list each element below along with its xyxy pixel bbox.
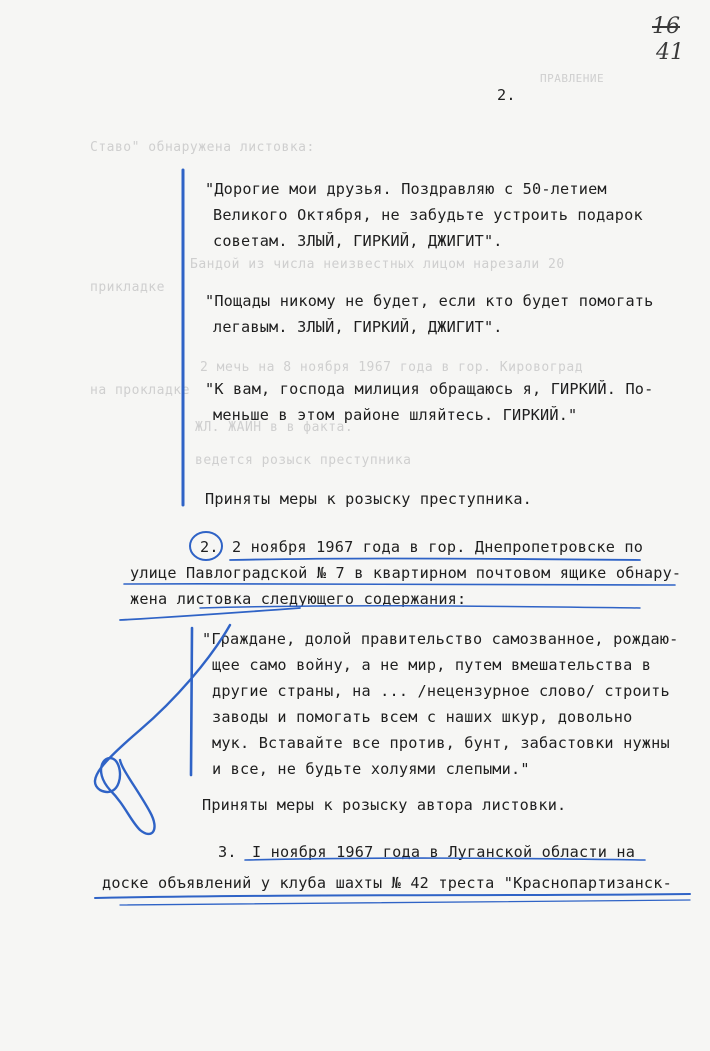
bleed-through-line: на прокладке — [90, 383, 190, 398]
archive-number-top: 16 — [652, 14, 680, 39]
measures-line: Приняты меры к розыску автора листовки. — [202, 796, 567, 814]
archive-number-bottom: 41 — [656, 40, 684, 65]
underline — [245, 858, 645, 860]
quote2-line: "Пощады никому не будет, если кто будет помогать — [205, 292, 654, 310]
leaflet-quote-line: мук. Вставайте все против, бунт, забастовки нужны — [212, 734, 670, 752]
underline — [124, 584, 675, 585]
item2-line: 2 ноября 1967 года в гор. Днепропетровске по — [232, 538, 644, 556]
item-number: 2. — [200, 538, 219, 556]
bleed-through-line: прикладке — [90, 280, 165, 295]
leaflet-quote-line: другие страны, на ... /нецензурное слово/ строить — [212, 682, 670, 700]
leaflet-quote-line: и все, не будьте холуями слепыми." — [212, 760, 530, 778]
underline — [230, 559, 640, 561]
quote2-line: легавым. ЗЛЫЙ, ГИРКИЙ, ДЖИГИТ". — [213, 318, 503, 336]
item2-line: жена листовка следующего содержания: — [130, 590, 467, 608]
quote1-line: советам. ЗЛЫЙ, ГИРКИЙ, ДЖИГИТ". — [213, 232, 503, 250]
checkmark-signature — [95, 625, 230, 834]
circle-mark — [190, 532, 222, 560]
bleed-through-line: ПРАВЛЕНИЕ — [540, 72, 605, 85]
measures-line: Приняты меры к розыску преступника. — [205, 490, 533, 508]
underline — [120, 608, 300, 620]
quote3-line: меньше в этом районе шляйтесь. ГИРКИЙ." — [213, 406, 578, 424]
bleed-through-line: 2 мечь на 8 ноября 1967 года в гор. Кировоград — [200, 360, 584, 375]
bleed-through-line: ЖЛ. ЖАЙН в в факта. — [195, 420, 354, 435]
item3-line: доске объявлений у клуба шахты № 42 треста "Краснопартизанск- — [102, 874, 672, 892]
bleed-through-line: Ставо" обнаружена листовка: — [90, 140, 315, 155]
leaflet-quote-line: "Граждане, долой правительство самозванное, рождаю- — [202, 630, 679, 648]
margin-bar-leaflet — [191, 628, 192, 775]
item3-line: I ноября 1967 года в Луганской области на — [252, 843, 636, 861]
page-number: 2. — [497, 86, 516, 104]
item2-line: улице Павлоградской № 7 в квартирном почтовом ящике обнару- — [130, 564, 682, 582]
leaflet-quote-line: щее само войну, а не мир, путем вмешательства в — [212, 656, 652, 674]
underline — [200, 606, 640, 608]
item-number: 3. — [218, 843, 237, 861]
bleed-through-line: ведется розыск преступника — [195, 453, 412, 468]
quote1-line: Великого Октября, не забудьте устроить подарок — [213, 206, 643, 224]
underline — [95, 894, 690, 898]
underline — [120, 900, 690, 905]
bleed-through-line: Бандой из числа неизвестных лицом нарезали 20 — [190, 257, 565, 272]
leaflet-quote-line: заводы и помогать всем с наших шкур, довольно — [212, 708, 633, 726]
quote1-line: "Дорогие мои друзья. Поздравляю с 50-летием — [205, 180, 607, 198]
quote3-line: "К вам, господа милиция обращаюсь я, ГИРКИЙ. По- — [205, 380, 654, 398]
